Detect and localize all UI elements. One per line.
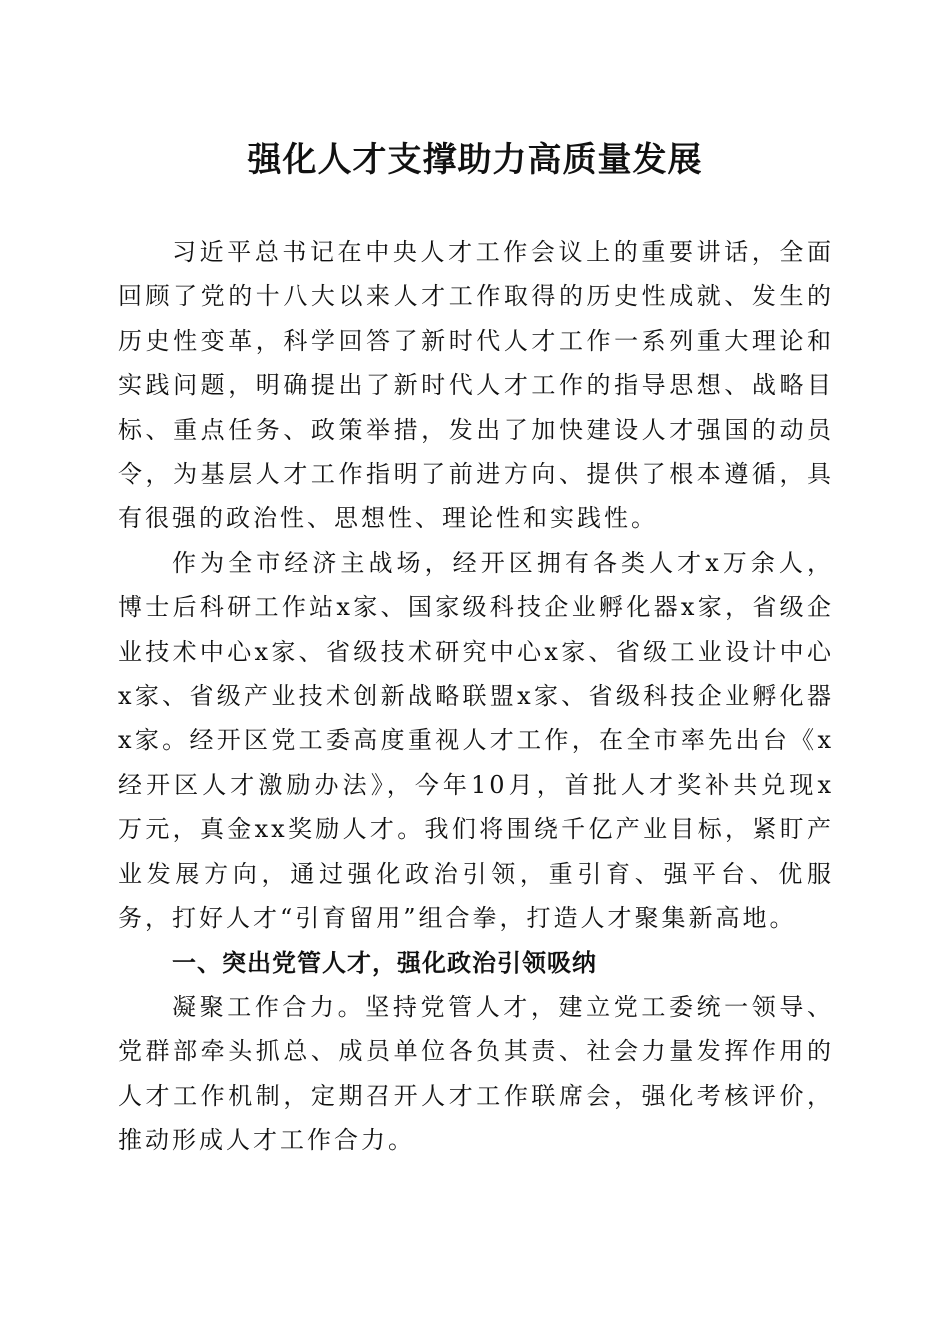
paragraph-overview: 作为全市经济主战场，经开区拥有各类人才x万余人，博士后科研工作站x家、国家级科技企业孵化器x家，省级企业技术中心x家、省级技术研究中心x家、省级工业设计中心x家、省级产业技术创新战略联盟x家、省级科技企业孵化器x家。经开区党工委高度重视人才工作，在全市率先出台《x经开区人才激励办法》，今年10月，首批人才奖补共兑现x万元，真金xx奖励人才。我们将围绕千亿产业目标，紧盯产业发展方向，通过强化政治引领，重引育、强平台、优服务，打好人才“引育留用”组合拳，打造人才聚集新高地。 <box>118 548 834 933</box>
section-heading: 一、突出党管人才，强化政治引领吸纳 <box>172 948 597 977</box>
paragraph-intro: 习近平总书记在中央人才工作会议上的重要讲话，全面回顾了党的十八大以来人才工作取得的历史性成就、发生的历史性变革，科学回答了新时代人才工作一系列重大理论和实践问题，明确提出了新时代人才工作的指导思想、战略目标、重点任务、政策举措，发出了加快建设人才强国的动员令，为基层人才工作指明了前进方向、提供了根本遵循，具有很强的政治性、思想性、理论性和实践性。 <box>118 238 834 533</box>
paragraph-section-one: 凝聚工作合力。坚持党管人才，建立党工委统一领导、党群部牵头抓总、成员单位各负其责、社会力量发挥作用的人才工作机制，定期召开人才工作联席会，强化考核评价，推动形成人才工作合力。 <box>118 992 834 1155</box>
document-body <box>118 230 834 1163</box>
document-title: 强化人才支撑助力高质量发展 <box>247 140 703 180</box>
